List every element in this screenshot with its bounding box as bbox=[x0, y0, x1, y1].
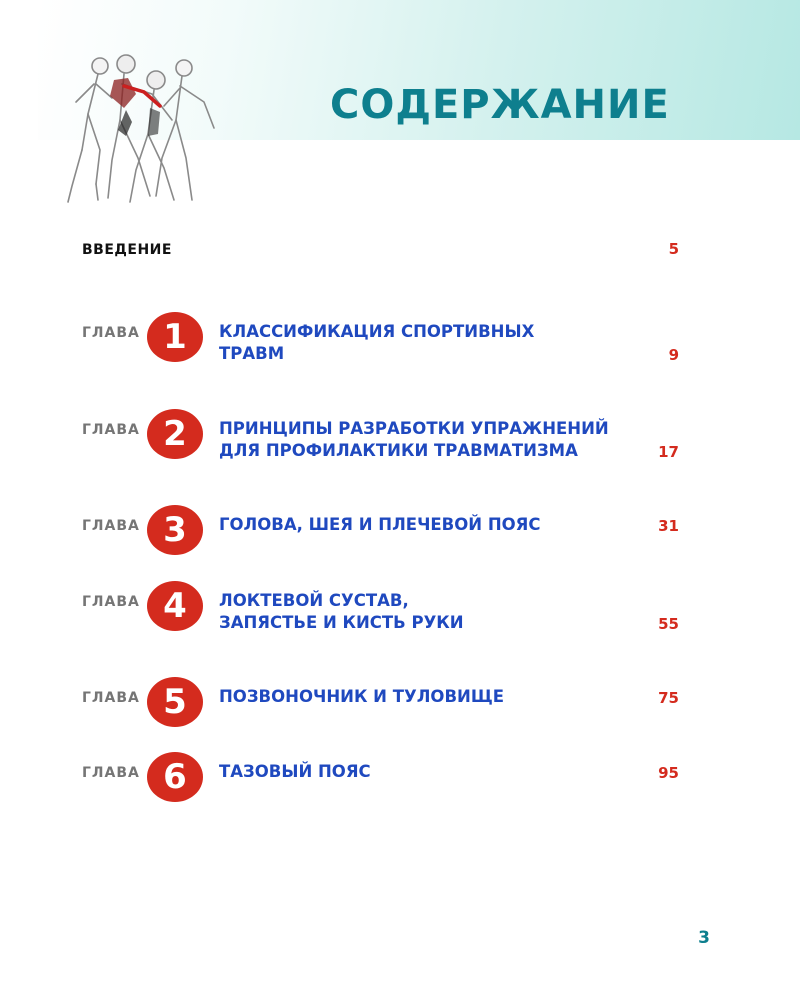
chapter-title-line: КЛАССИФИКАЦИЯ СПОРТИВНЫХ bbox=[219, 322, 535, 341]
chapter-title-line: ТРАВМ bbox=[219, 344, 285, 363]
chapter-title-line: ПОЗВОНОЧНИК И ТУЛОВИЩЕ bbox=[219, 687, 504, 706]
toc-entry-chapter-3[interactable] bbox=[0, 505, 800, 565]
chapter-word: ГЛАВА bbox=[82, 325, 140, 341]
chapter-page-number: 31 bbox=[658, 517, 679, 535]
chapter-title-line: ПРИНЦИПЫ РАЗРАБОТКИ УПРАЖНЕНИЙ bbox=[219, 419, 609, 438]
chapter-number-badge: 1 bbox=[147, 312, 203, 362]
toc-entry-chapter-6[interactable] bbox=[0, 752, 800, 812]
chapter-page-number: 55 bbox=[658, 615, 679, 633]
chapter-title bbox=[219, 590, 659, 634]
page-title: СОДЕРЖАНИЕ bbox=[330, 82, 670, 128]
chapter-word: ГЛАВА bbox=[82, 594, 140, 610]
chapter-title bbox=[219, 321, 659, 365]
chapter-title bbox=[219, 761, 659, 783]
chapter-number-badge: 5 bbox=[147, 677, 203, 727]
chapter-word: ГЛАВА bbox=[82, 422, 140, 438]
chapter-number-badge: 4 bbox=[147, 581, 203, 631]
chapter-title-line: ЛОКТЕВОЙ СУСТАВ, bbox=[219, 591, 409, 610]
chapter-number-badge: 6 bbox=[147, 752, 203, 802]
intro-label: ВВЕДЕНИЕ bbox=[82, 242, 172, 258]
chapter-word: ГЛАВА bbox=[82, 518, 140, 534]
folio-page-number: 3 bbox=[698, 928, 710, 948]
chapter-page-number: 95 bbox=[658, 764, 679, 782]
chapter-number-badge: 3 bbox=[147, 505, 203, 555]
chapter-title bbox=[219, 686, 659, 708]
chapter-title bbox=[219, 418, 659, 462]
toc-entry-chapter-5[interactable] bbox=[0, 677, 800, 737]
chapter-title-line: ТАЗОВЫЙ ПОЯС bbox=[219, 762, 371, 781]
intro-page-number: 5 bbox=[668, 240, 679, 258]
toc-entry-chapter-2[interactable] bbox=[0, 409, 800, 469]
chapter-page-number: 17 bbox=[658, 443, 679, 461]
toc-entry-chapter-4[interactable] bbox=[0, 581, 800, 641]
toc-entry-chapter-1[interactable] bbox=[0, 312, 800, 372]
chapter-page-number: 9 bbox=[668, 346, 679, 364]
chapter-word: ГЛАВА bbox=[82, 690, 140, 706]
chapter-title-line: ЗАПЯСТЬЕ И КИСТЬ РУКИ bbox=[219, 613, 464, 632]
chapter-number-badge: 2 bbox=[147, 409, 203, 459]
chapter-title-line: ГОЛОВА, ШЕЯ И ПЛЕЧЕВОЙ ПОЯС bbox=[219, 515, 541, 534]
athletes-illustration bbox=[64, 50, 220, 212]
chapter-title-line: ДЛЯ ПРОФИЛАКТИКИ ТРАВМАТИЗМА bbox=[219, 441, 578, 460]
chapter-title bbox=[219, 514, 659, 536]
chapter-page-number: 75 bbox=[658, 689, 679, 707]
chapter-word: ГЛАВА bbox=[82, 765, 140, 781]
